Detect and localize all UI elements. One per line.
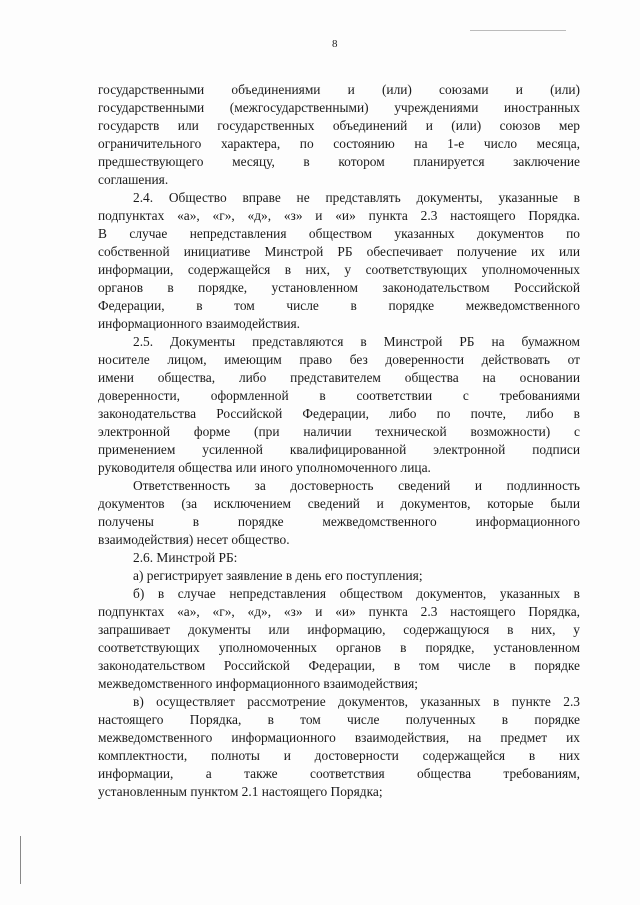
paragraph-2-5-start: 2.5. Документы представляются в Минстрой РБ на бумажном <box>133 334 580 349</box>
text-line: ограничительного характера, по состоянию на 1-е число месяца, <box>98 136 580 151</box>
item-a: а) регистрирует заявление в день его поступления; <box>133 568 423 583</box>
text-line: государственными (межгосударственными) учреждениями иностранных <box>98 100 580 115</box>
text-line: настоящего Порядка, в том числе полученных в порядке <box>98 712 580 727</box>
paragraph-2-6-heading: 2.6. Минстрой РБ: <box>133 550 238 565</box>
text-line: государственными объединениями и (или) союзами и (или) <box>98 82 580 97</box>
text-line: подпунктах «а», «г», «д», «з» и «и» пункта 2.3 настоящего Порядка, <box>98 604 580 619</box>
text-line: установленным пунктом 2.1 настоящего Порядка; <box>98 784 383 799</box>
paragraph-responsibility-start: Ответственность за достоверность сведений и подлинность <box>133 478 580 493</box>
text-line: Федерации, в том числе в порядке межведомственного <box>98 298 580 313</box>
text-line: получены в порядке межведомственного информационного <box>98 514 580 529</box>
text-line: соглашения. <box>98 172 169 187</box>
text-line: собственной инициативе Минстрой РБ обеспечивает получение их или <box>98 244 580 259</box>
text-line: комплектности, полноты и достоверности содержащейся в них <box>98 748 580 763</box>
text-line: имени общества, либо представителем общества на основании <box>98 370 580 385</box>
text-line: соответствующих уполномоченных органов в порядке, установленном <box>98 640 580 655</box>
text-line: законодательства Российской Федерации, либо по почте, либо в <box>98 406 580 421</box>
text-line: документов (за исключением сведений и документов, которые были <box>98 496 580 511</box>
text-line: применением усиленной квалифицированной электронной подписи <box>98 442 580 457</box>
item-v-start: в) осуществляет рассмотрение документов, указанных в пункте 2.3 <box>133 694 580 709</box>
scan-edge-mark <box>470 30 566 31</box>
text-line: взаимодействия) несет общество. <box>98 532 290 547</box>
text-line: носителе лицом, имеющим право без доверенности действовать от <box>98 352 580 367</box>
text-line: доверенности, оформленной в соответствии с требованиями <box>98 388 580 403</box>
paragraph-2-4-start: 2.4. Общество вправе не представлять документы, указанные в <box>133 190 580 205</box>
text-line: электронной форме (при наличии технической возможности) с <box>98 424 580 439</box>
item-b-start: б) в случае непредставления обществом документов, указанных в <box>133 586 580 601</box>
text-line: межведомственного информационного взаимодействия, на предмет их <box>98 730 580 745</box>
scan-edge-mark <box>20 836 21 884</box>
text-line: предшествующего месяцу, в котором планируется заключение <box>98 154 580 169</box>
text-line: информационного взаимодействия. <box>98 316 300 331</box>
text-line: информации, а также соответствия общества требованиям, <box>98 766 580 781</box>
text-line: подпунктах «а», «г», «д», «з» и «и» пункта 2.3 настоящего Порядка. <box>98 208 580 223</box>
text-line: руководителя общества или иного уполномоченного лица. <box>98 460 431 475</box>
text-line: межведомственного информационного взаимодействия; <box>98 676 418 691</box>
text-line: запрашивает документы или информацию, содержащуюся в них, у <box>98 622 580 637</box>
text-line: В случае непредставления обществом указанных документов по <box>98 226 580 241</box>
text-line: органов в порядке, установленном законодательством Российской <box>98 280 580 295</box>
text-line: законодательством Российской Федерации, в том числе в порядке <box>98 658 580 673</box>
page-number: 8 <box>332 38 338 50</box>
text-line: информации, содержащейся в них, у соответствующих уполномоченных <box>98 262 580 277</box>
text-line: государств или государственных объединений и (или) союзов мер <box>98 118 580 133</box>
